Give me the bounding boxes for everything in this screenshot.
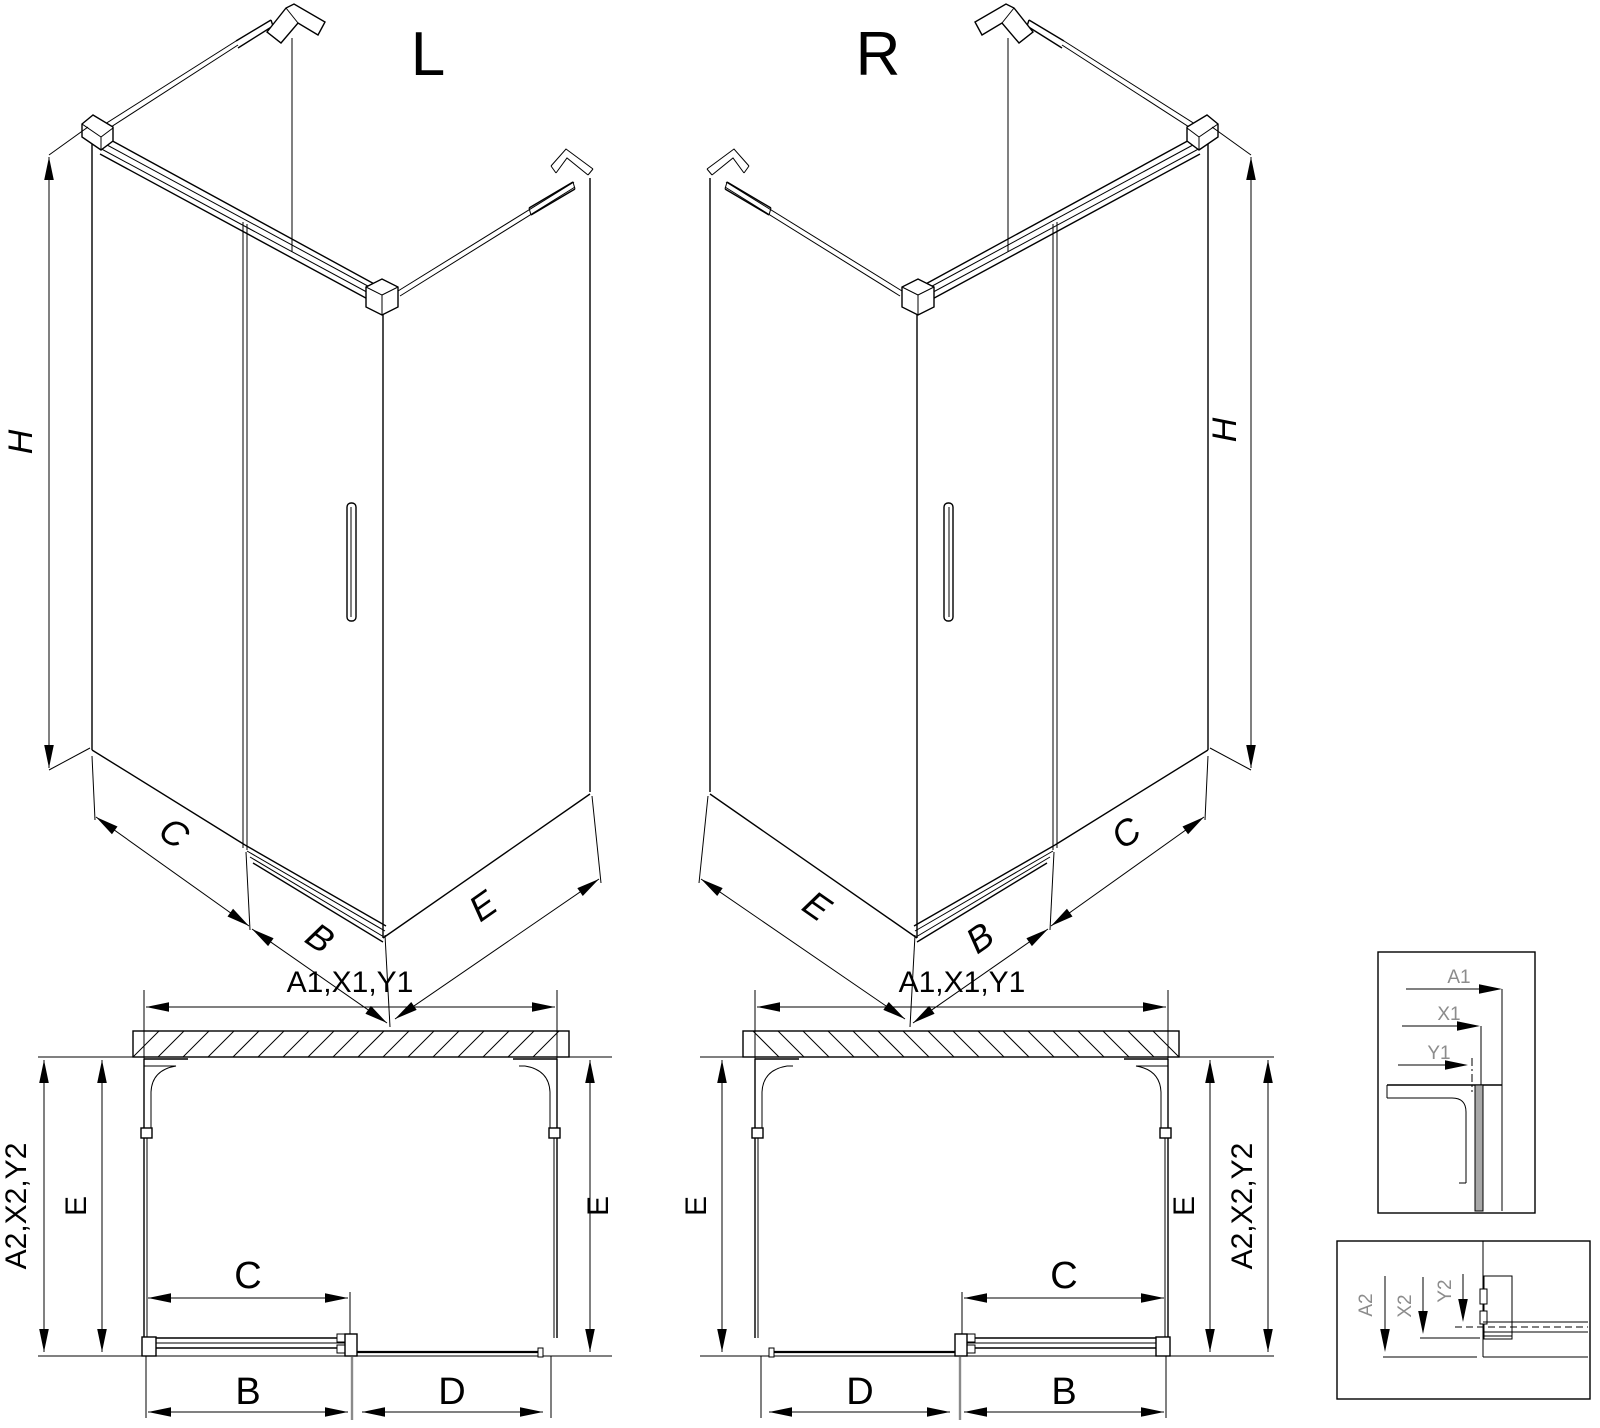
detail-top-dim-x1: X1	[1437, 1004, 1461, 1025]
plan-left-dim-fixed: D	[438, 1371, 466, 1413]
variant-label-left: L	[410, 20, 446, 89]
detail-bottom-dim-a2: A2	[1356, 1293, 1377, 1317]
detail-top-dim-y1: Y1	[1427, 1043, 1451, 1064]
plan-left-dim-top: A1,X1,Y1	[286, 966, 414, 999]
wall-section	[133, 1031, 569, 1057]
plan-middle-dim-door: B	[1051, 1371, 1077, 1413]
iso-left-dim-return: E	[461, 882, 505, 930]
iso-right-dim-side: C	[1103, 808, 1149, 858]
detail-top-dim-a1: A1	[1447, 967, 1471, 988]
plan-left-dim-e-left: E	[60, 1195, 93, 1217]
plan-middle-dim-e-right: E	[1168, 1195, 1201, 1217]
iso-right-dim-height: H	[1206, 417, 1244, 443]
detail-bottom-dim-y2: Y2	[1435, 1279, 1456, 1303]
plan-middle-dim-opening: C	[1050, 1255, 1078, 1297]
iso-view-right-geometry	[698, 4, 1256, 1027]
plan-left-dim-door: B	[235, 1371, 261, 1413]
plan-middle-dim-top: A1,X1,Y1	[898, 966, 1026, 999]
iso-view-left-geometry	[44, 4, 602, 1027]
glass-section	[1475, 1085, 1483, 1211]
wall-hatch	[133, 1031, 559, 1057]
iso-right-dim-door: B	[958, 914, 1002, 962]
detail-box-bottom	[1337, 1241, 1590, 1399]
iso-left-dim-door: B	[298, 914, 342, 962]
plan-view-left-geometry	[38, 990, 612, 1420]
iso-right-dim-return: E	[795, 882, 839, 930]
plan-left-dim-e-right: E	[582, 1195, 615, 1217]
iso-left-dim-height: H	[2, 429, 40, 455]
detail-box-top	[1378, 952, 1535, 1213]
iso-left-dim-side: C	[151, 808, 197, 858]
plan-middle-dim-e-left: E	[680, 1195, 713, 1217]
plan-middle-dim-outer: A2,X2,Y2	[1226, 1142, 1259, 1270]
variant-label-right: R	[855, 20, 901, 89]
plan-left-dim-opening: C	[234, 1255, 262, 1297]
detail-bottom-dim-x2: X2	[1395, 1294, 1416, 1318]
plan-middle-dim-fixed: D	[846, 1371, 874, 1413]
plan-left-dim-outer: A2,X2,Y2	[0, 1142, 33, 1270]
